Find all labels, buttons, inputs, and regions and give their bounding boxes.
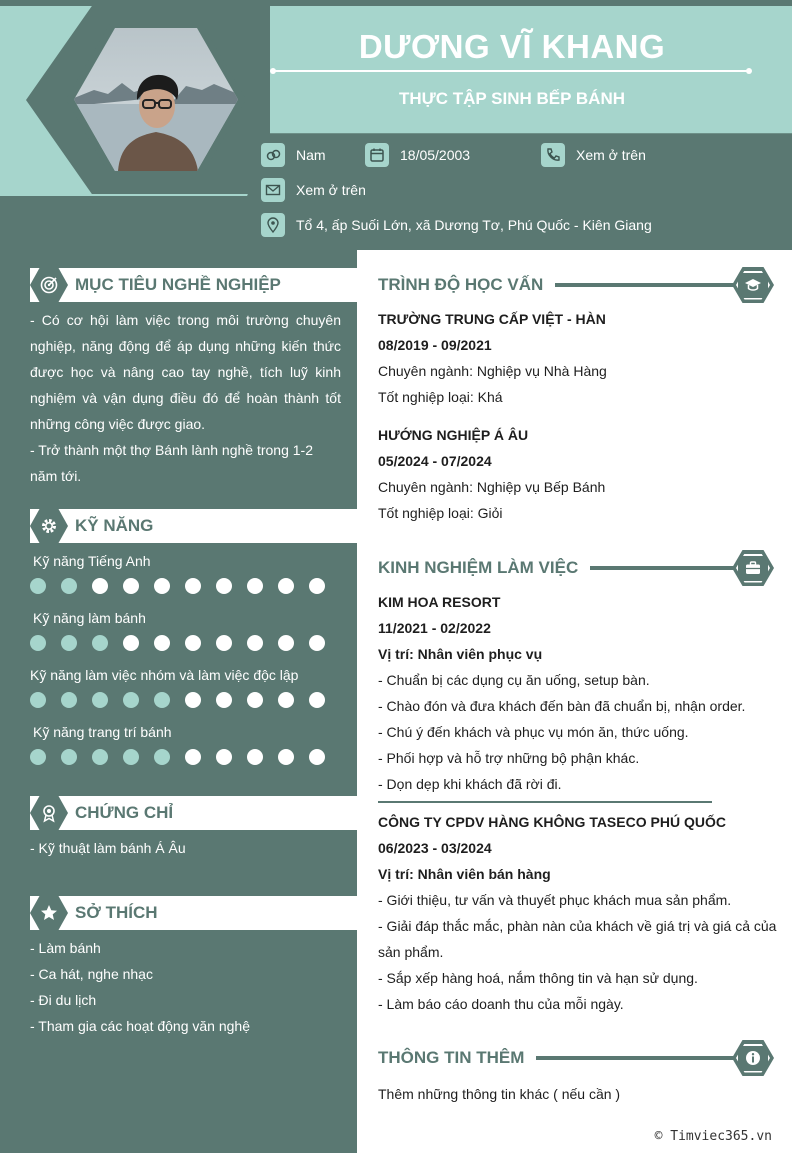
skill-dot-filled (30, 578, 46, 594)
skill-dot-filled (123, 749, 139, 765)
hobby-item: - Tham gia các hoạt động văn nghệ (30, 1018, 251, 1034)
skill-dot-filled (61, 635, 77, 651)
education-major: Chuyên ngành: Nghiệp vụ Bếp Bánh (378, 479, 606, 495)
education-title-rule (548, 283, 744, 287)
award-icon (30, 796, 68, 830)
skill-dot-filled (154, 749, 170, 765)
experience-section-title (378, 550, 774, 586)
skill-dot-empty (185, 578, 201, 594)
address-info (261, 213, 652, 237)
phone-info (541, 143, 646, 167)
graduation-cap-icon (744, 276, 762, 294)
skill-dot-empty (123, 578, 139, 594)
education-major: Chuyên ngành: Nghiệp vụ Nhà Hàng (378, 363, 607, 379)
skill-dot-empty (278, 578, 294, 594)
skill-dot-empty (247, 692, 263, 708)
skill-label: Kỹ năng trang trí bánh (33, 724, 172, 740)
skill-dot-empty (185, 692, 201, 708)
certificates-section-title (30, 796, 357, 830)
experience-entry (378, 589, 778, 797)
skill-rating (30, 578, 340, 594)
info-icon (744, 1049, 762, 1067)
duty-item: - Phối hợp và hỗ trợ những bộ phận khác. (378, 750, 640, 766)
skill-dot-empty (123, 635, 139, 651)
mail-icon (261, 178, 285, 202)
hobby-item: - Đi du lịch (30, 992, 97, 1008)
skill-dot-empty (185, 749, 201, 765)
target-icon (30, 268, 68, 302)
watermark: © Timviec365.vn (654, 1129, 772, 1144)
objective-paragraph-2: - Trở thành một thợ Bánh lành nghề trong 1-2 năm tới. (30, 442, 313, 484)
skill-dot-empty (247, 635, 263, 651)
additional-title-rule (534, 1056, 744, 1060)
experience-entry (378, 809, 778, 1017)
address-value: Tổ 4, ấp Suối Lớn, xã Dương Tơ, Phú Quốc - Kiên Giang (296, 217, 652, 233)
skill-label: Kỹ năng làm việc nhóm và làm việc độc lập (30, 667, 299, 683)
skill-label: Kỹ năng làm bánh (33, 610, 146, 626)
gender-info (261, 143, 326, 167)
duty-item: - Giải đáp thắc mắc, phàn nàn của khách về giá trị và giá cả của sản phẩm. (378, 918, 777, 960)
duty-item: - Làm báo cáo doanh thu của mỗi ngày. (378, 996, 624, 1012)
job-title: THỰC TẬP SINH BẾP BÁNH (399, 89, 625, 108)
education-period: 08/2019 - 09/2021 (378, 337, 492, 353)
objective-title: MỤC TIÊU NGHỀ NGHIỆP (75, 275, 281, 294)
school-name: HƯỚNG NGHIỆP Á ÂU (378, 427, 529, 443)
email-value: Xem ở trên (296, 182, 366, 198)
experience-title: KINH NGHIỆM LÀM VIỆC (378, 558, 590, 578)
skills-title: KỸ NĂNG (75, 516, 154, 535)
duty-item: - Chuẩn bị các dụng cụ ăn uống, setup bàn. (378, 672, 650, 688)
skill-dot-filled (30, 692, 46, 708)
skill-dot-empty (309, 749, 325, 765)
education-grade: Tốt nghiệp loại: Giỏi (378, 505, 503, 521)
skill-dot-empty (247, 749, 263, 765)
calendar-icon (365, 143, 389, 167)
skill-dot-filled (92, 692, 108, 708)
skills-section-title (30, 509, 357, 543)
duty-item: - Chú ý đến khách và phục vụ món ăn, thức uống. (378, 724, 689, 740)
hobbies-section-title (30, 896, 357, 930)
company-name: CÔNG TY CPDV HÀNG KHÔNG TASECO PHÚ QUỐC (378, 814, 726, 830)
additional-text: Thêm những thông tin khác ( nếu cần ) (378, 1086, 621, 1102)
duty-item: - Chào đón và đưa khách đến bàn đã chuẩn bị, nhận order. (378, 698, 746, 714)
birthday-value: 18/05/2003 (400, 147, 471, 163)
duty-item: - Dọn dẹp khi khách đã rời đi. (378, 776, 562, 792)
skill-dot-empty (92, 578, 108, 594)
skill-dot-filled (30, 749, 46, 765)
objective-paragraph-1: - Có cơ hội làm việc trong môi trường chuyên nghiệp, năng động để áp dụng những kiến thức được học và nâng cao tay nghề, tích luỹ kinh nghiệm và vận dụng điều đó để hoàn thành tốt những công việc được giao. (30, 312, 341, 432)
additional-section-title (378, 1040, 774, 1076)
duty-item: - Giới thiệu, tư vấn và thuyết phục khách mua sản phẩm. (378, 892, 732, 908)
additional-title: THÔNG TIN THÊM (378, 1048, 536, 1068)
location-pin-icon (261, 213, 285, 237)
skill-dot-filled (92, 635, 108, 651)
skill-dot-empty (216, 692, 232, 708)
skill-dot-filled (61, 692, 77, 708)
name-divider (272, 70, 750, 72)
objective-section-title (30, 268, 357, 302)
hobby-item: - Ca hát, nghe nhạc (30, 966, 153, 982)
gender-value: Nam (296, 147, 326, 163)
skill-dot-empty (309, 692, 325, 708)
experience-period: 11/2021 - 02/2022 (378, 620, 491, 636)
star-icon (30, 896, 68, 930)
skill-dot-filled (92, 749, 108, 765)
experience-hex-badge (732, 550, 774, 586)
experience-period: 06/2023 - 03/2024 (378, 840, 492, 856)
skill-dot-filled (30, 635, 46, 651)
education-grade: Tốt nghiệp loại: Khá (378, 389, 503, 405)
candidate-name: DƯƠNG VĨ KHANG (358, 28, 666, 65)
skill-dot-filled (61, 578, 77, 594)
skill-dot-empty (216, 578, 232, 594)
education-entry (378, 306, 778, 410)
skill-dot-empty (309, 578, 325, 594)
education-section-title (378, 267, 774, 303)
certificates-title: CHỨNG CHỈ (75, 803, 174, 822)
skill-dot-empty (278, 749, 294, 765)
email-info (261, 178, 366, 202)
briefcase-icon (744, 559, 762, 577)
experience-divider (378, 801, 712, 803)
skill-dot-filled (154, 692, 170, 708)
school-name: TRƯỜNG TRUNG CẤP VIỆT - HÀN (378, 311, 606, 327)
skill-dot-empty (278, 635, 294, 651)
education-entry (378, 422, 778, 526)
education-hex-badge (732, 267, 774, 303)
additional-hex-badge (732, 1040, 774, 1076)
birthday-info (365, 143, 470, 167)
certificate-item: - Kỹ thuật làm bánh Á Âu (30, 840, 186, 856)
education-period: 05/2024 - 07/2024 (378, 453, 492, 469)
skill-dot-empty (216, 635, 232, 651)
skill-rating (30, 749, 340, 765)
duty-item: - Sắp xếp hàng hoá, nắm thông tin và hạn sử dụng. (378, 970, 698, 986)
skill-dot-empty (309, 635, 325, 651)
gender-icon (261, 143, 285, 167)
phone-value: Xem ở trên (576, 147, 646, 163)
skill-rating (30, 635, 340, 651)
gear-icon (30, 509, 68, 543)
skill-dot-empty (154, 578, 170, 594)
skill-dot-filled (123, 692, 139, 708)
phone-icon (541, 143, 565, 167)
skill-dot-filled (61, 749, 77, 765)
education-title: TRÌNH ĐỘ HỌC VẤN (378, 275, 555, 295)
skill-dot-empty (278, 692, 294, 708)
skill-dot-empty (216, 749, 232, 765)
hobby-item: - Làm bánh (30, 940, 101, 956)
company-name: KIM HOA RESORT (378, 594, 501, 610)
skill-dot-empty (247, 578, 263, 594)
experience-title-rule (582, 566, 744, 570)
skill-rating (30, 692, 340, 708)
skill-label: Kỹ năng Tiếng Anh (33, 553, 151, 569)
hobbies-title: SỞ THÍCH (75, 903, 158, 922)
experience-position: Vị trí: Nhân viên bán hàng (378, 866, 551, 882)
skill-dot-empty (154, 635, 170, 651)
skill-dot-empty (185, 635, 201, 651)
experience-position: Vị trí: Nhân viên phục vụ (378, 646, 543, 662)
